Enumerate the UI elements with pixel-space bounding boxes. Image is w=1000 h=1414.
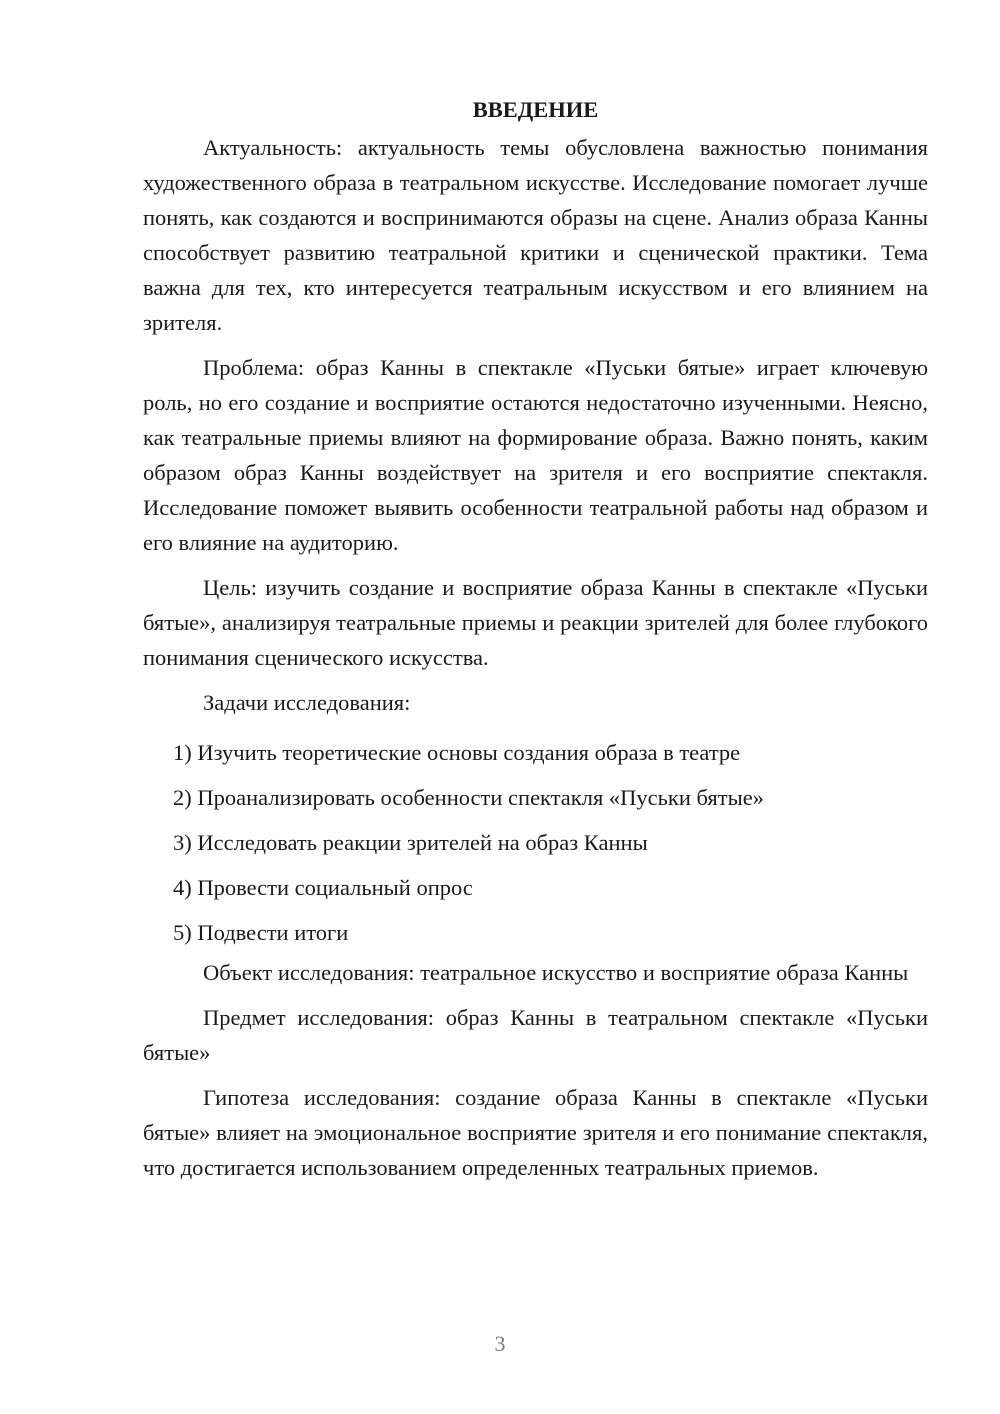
page-title: ВВЕДЕНИЕ — [472, 97, 599, 122]
page-content — [143, 90, 928, 1185]
list-item: 4) Провести социальный опрос — [173, 875, 473, 900]
paragraph-subject: Предмет исследования: образ Канны в театральном спектакле «Пуськи бятые» — [143, 1005, 928, 1065]
paragraph-object: Объект исследования: театральное искусство и восприятие образа Канны — [203, 960, 909, 985]
list-item: 2) Проанализировать особенности спектакля «Пуськи бятые» — [173, 785, 764, 810]
page-number: 3 — [494, 1331, 506, 1356]
paragraph-goal: Цель: изучить создание и восприятие образа Канны в спектакле «Пуськи бятые», анализируя театральные приемы и реакции зрителей для более глубокого понимания сценического искусства. — [143, 575, 928, 670]
list-item: 1) Изучить теоретические основы создания образа в театре — [173, 740, 741, 765]
paragraph-relevance: Актуальность: актуальность темы обусловлена важностью понимания художественного образа в театральном искусстве. Исследование помогает лучше понять, как создаются и воспринимаются образы на сцене. Анализ образа Канны способствует развитию театральной критики и сценической практики. Тема важна для тех, кто интересуется театральным искусством и его влиянием на зрителя. — [143, 135, 928, 335]
paragraph-hypothesis: Гипотеза исследования: создание образа Канны в спектакле «Пуськи бятые» влияет на эмоциональное восприятие зрителя и его понимание спектакля, что достигается использованием определенных театральных приемов. — [143, 1085, 928, 1180]
list-item: 5) Подвести итоги — [173, 920, 349, 945]
tasks-heading: Задачи исследования: — [203, 690, 411, 715]
tasks-list — [143, 730, 928, 955]
paragraph-problem: Проблема: образ Канны в спектакле «Пуськи бятые» играет ключевую роль, но его создание и восприятие остаются недостаточно изученными. Неясно, как театральные приемы влияют на формирование образа. Важно понять, каким образом образ Канны воздействует на зрителя и его восприятие спектакля. Исследование поможет выявить особенности театральной работы над образом и его влияние на аудиторию. — [143, 355, 928, 555]
list-item: 3) Исследовать реакции зрителей на образ Канны — [173, 830, 648, 855]
